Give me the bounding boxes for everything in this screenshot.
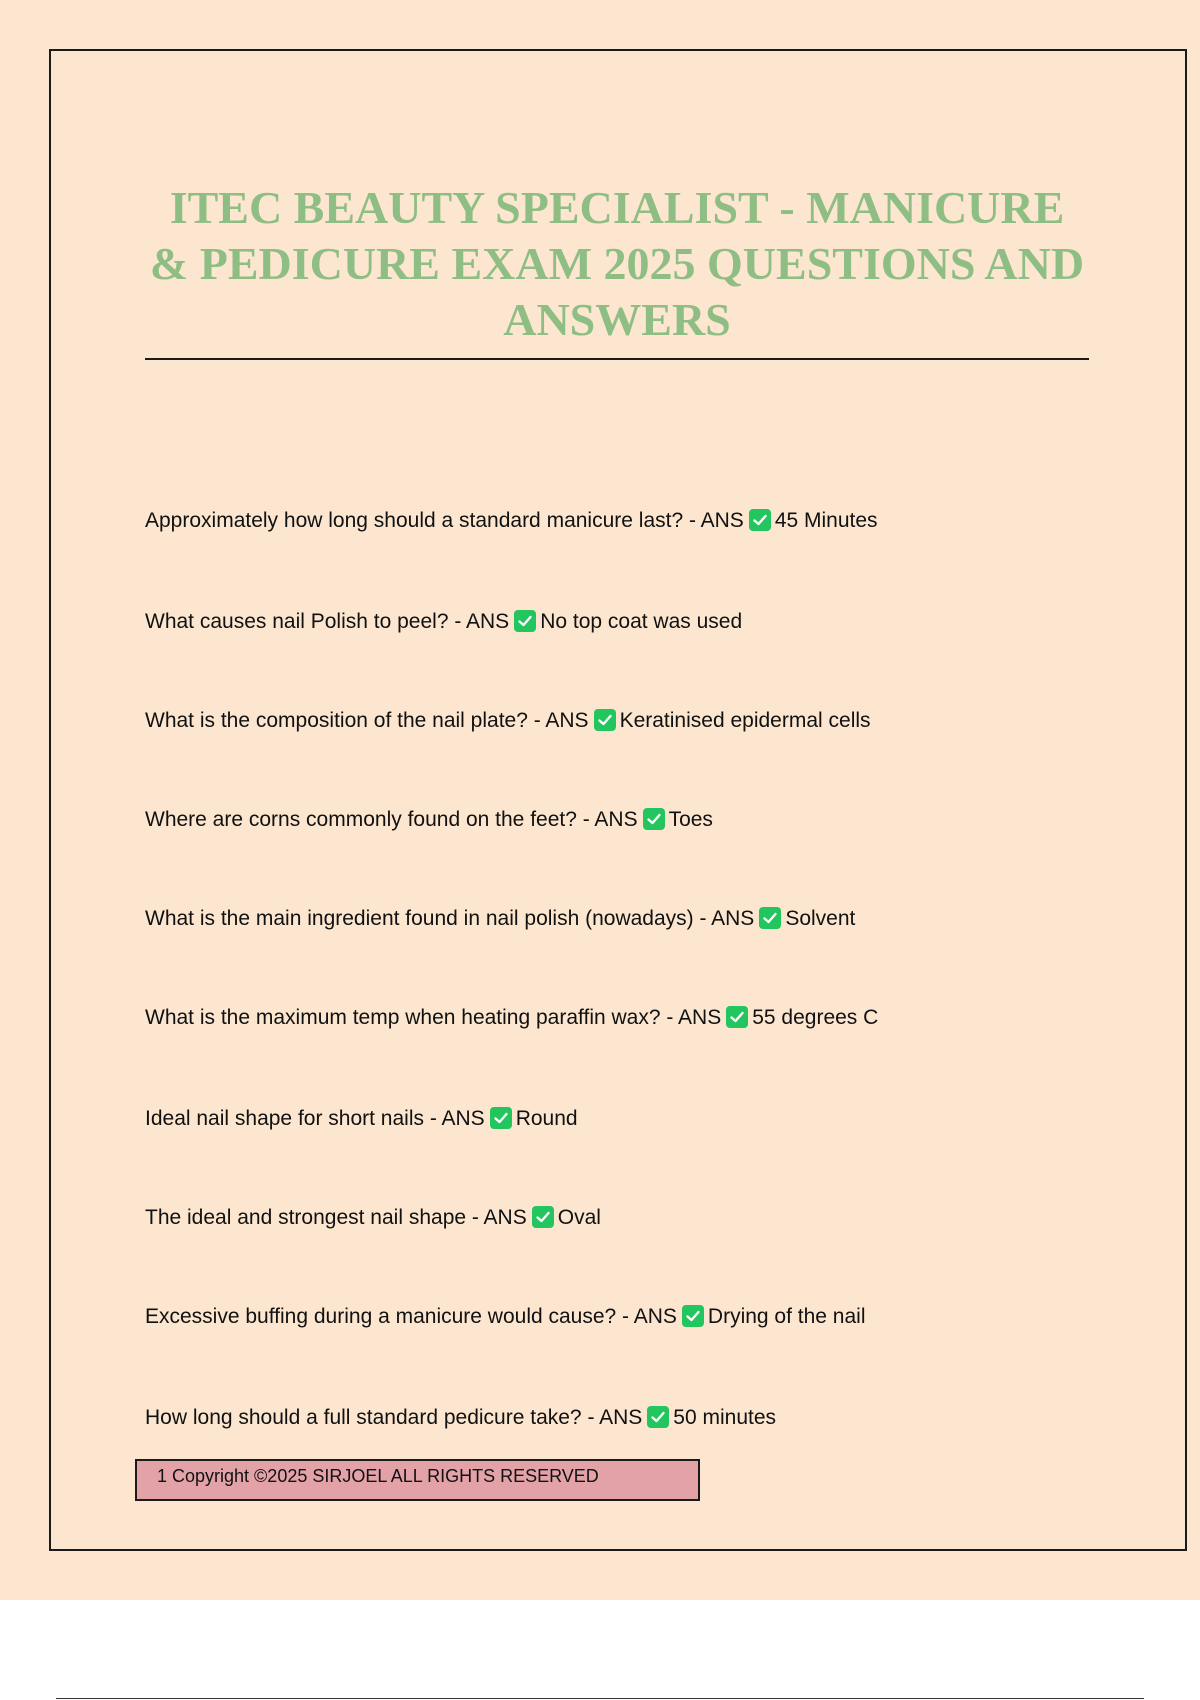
answer-text: 50 minutes [673,1406,777,1429]
answer-text: Drying of the nail [707,1305,866,1328]
answer-text: 45 Minutes [774,509,878,532]
qa-item [145,707,871,735]
answer-text: Oval [557,1206,601,1229]
question-text: Ideal nail shape for short nails - ANS [145,1107,485,1130]
qa-item [145,1404,776,1432]
check-mark-icon [643,808,665,830]
check-mark-icon [532,1206,554,1228]
question-text: How long should a full standard pedicure take? - ANS [145,1406,643,1429]
check-mark-icon [726,1006,748,1028]
question-text: What causes nail Polish to peel? - ANS [145,610,510,633]
question-text: Excessive buffing during a manicure would cause? - ANS [145,1305,677,1328]
title-underline [145,358,1089,360]
answer-text: Toes [668,808,713,831]
question-text: Where are corns commonly found on the feet? - ANS [145,808,638,831]
check-mark-icon [490,1107,512,1129]
qa-item [145,905,855,933]
question-text: What is the maximum temp when heating paraffin wax? - ANS [145,1006,722,1029]
check-mark-icon [749,509,771,531]
page-divider [56,1698,1144,1699]
qa-item [145,806,713,834]
question-text: What is the main ingredient found in nail polish (nowadays) - ANS [145,907,755,930]
answer-text: Round [515,1107,578,1130]
question-text: What is the composition of the nail plate? - ANS [145,709,589,732]
answer-text: No top coat was used [540,610,743,633]
qa-item [145,1004,878,1032]
qa-item [145,608,742,636]
qa-item [145,1204,601,1232]
answer-text: Solvent [785,907,856,930]
answer-text: 55 degrees C [752,1006,879,1029]
answer-text: Keratinised epidermal cells [619,709,871,732]
check-mark-icon [682,1305,704,1327]
qa-item [145,1303,866,1331]
qa-item [145,507,878,535]
check-mark-icon [594,709,616,731]
question-text: The ideal and strongest nail shape - ANS [145,1206,527,1229]
check-mark-icon [759,907,781,929]
document-title: ITEC BEAUTY SPECIALIST - MANICURE & PEDICURE EXAM 2025 QUESTIONS AND ANSWERS [149,182,1085,345]
check-mark-icon [647,1406,669,1428]
question-text: Approximately how long should a standard manicure last? - ANS [145,509,744,532]
copyright-footer: 1 Copyright ©2025 SIRJOEL ALL RIGHTS RESERVED [135,1459,700,1501]
check-mark-icon [514,610,536,632]
qa-item [145,1105,578,1133]
